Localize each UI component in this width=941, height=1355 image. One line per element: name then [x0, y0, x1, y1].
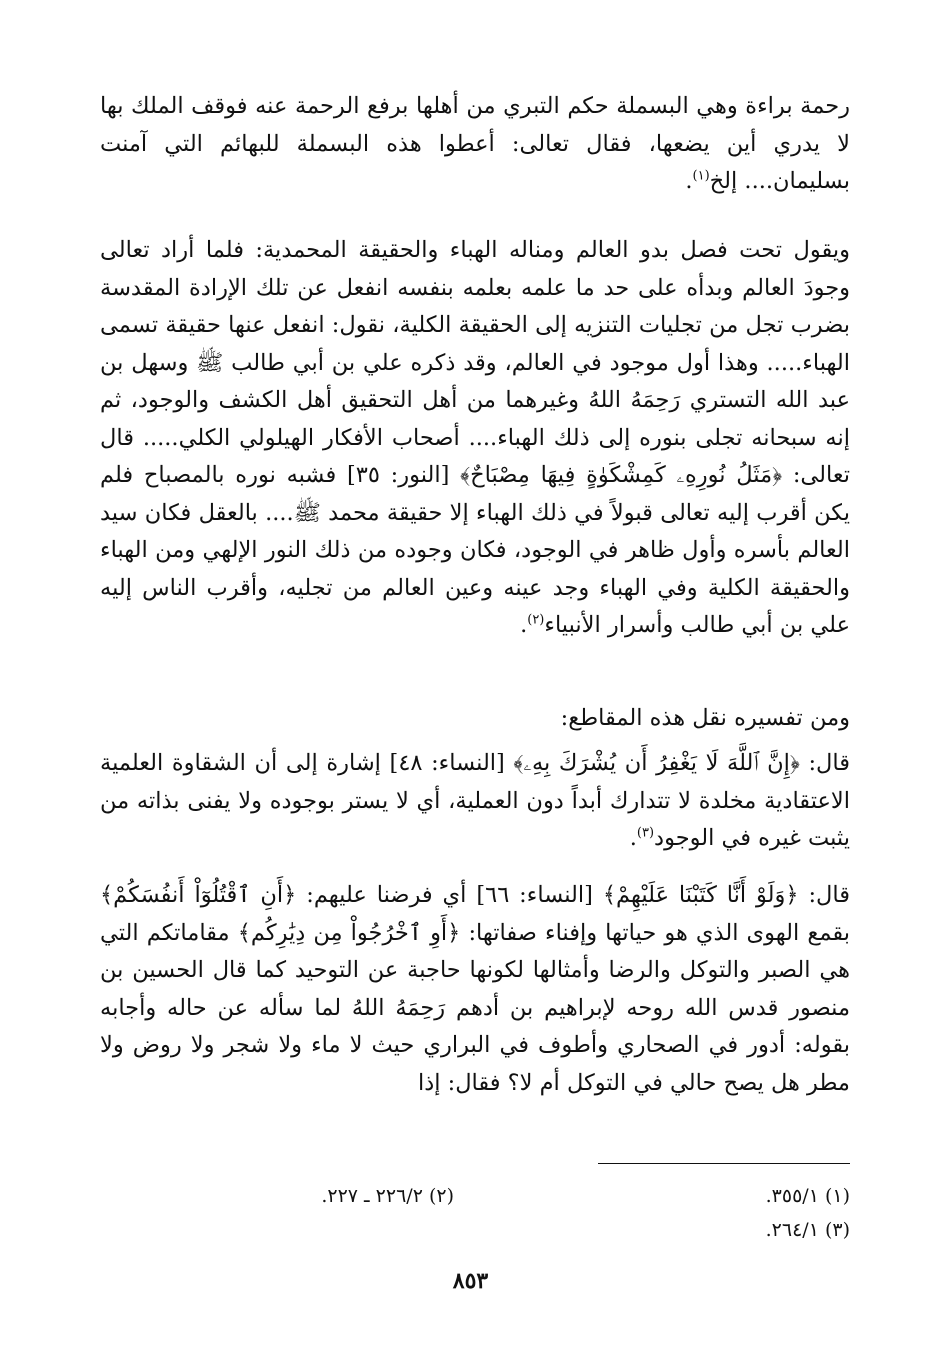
footnote-2: (٢) ٢٢٦/٢ ـ ٢٢٧.	[321, 1185, 454, 1207]
paragraph-1-text: رحمة براءة وهي البسملة حكم التبري من أهلها برفع الرحمة عنه فوقف الملك بها لا يدري أين يضعها، فقال تعالى: أعطوا هذه البسملة للبهائم التي آمنت بسليمان.... إلخ	[100, 93, 850, 194]
paragraph-2-period: .	[520, 612, 528, 638]
footnote-mark-3: (٣)	[636, 825, 655, 841]
paragraph-1-period: .	[685, 168, 693, 194]
footnote-1: (١) ٣٥٥/١.	[765, 1185, 850, 1207]
footnote-3: (٣) ٢٦٤/١.	[765, 1219, 850, 1241]
paragraph-2	[100, 232, 850, 645]
paragraph-4	[100, 745, 850, 858]
paragraph-5-text: قال: ﴿وَلَوْ أَنَّا كَتَبْنَا عَلَيْهِمْ﴾ [النساء: ٦٦] أي فرضنا عليهم: ﴿أَنِ ٱقْتُلُوٓاْ أَنفُسَكُمْ﴾ بقمع الهوى الذي هو حياتها وإفناء صفاتها: ﴿أَوِ ٱخْرُجُواْ مِن دِيَٰرِكُم﴾ مقاماتكم التي هي الصبر والتوكل والرضا وأمثالها لكونها حاجبة عن التوحيد كما قال الحسين بن منصور قدس الله روحه لإبراهيم بن أدهم رَحِمَهُ اللهُ لما سأله عن حاله وأجابه بقوله: أدور في الصحاري وأطوف في البراري حيث لا ماء ولا شجر ولا روض ولا مطر هل يصح حالي في التوكل أم لا؟ فقال: إذا	[100, 882, 850, 1096]
footnote-mark-1: (١)	[692, 168, 710, 184]
page-number: ٨٥٣	[452, 1268, 489, 1294]
paragraph-4-period: .	[629, 825, 637, 851]
footnote-mark-2: (٢)	[527, 612, 545, 628]
paragraph-5	[100, 877, 850, 1102]
paragraph-3	[100, 700, 850, 738]
footnote-separator	[598, 1163, 850, 1164]
paragraph-3-text: ومن تفسيره نقل هذه المقاطع:	[560, 705, 850, 731]
paragraph-2-text: ويقول تحت فصل بدو العالم ومناله الهباء والحقيقة المحمدية: فلما أراد تعالى وجودَ العالم وبدأه على حد ما علمه بعلمه بنفسه انفعل عن تلك الإرادة المقدسة بضرب تجل من تجليات التنزيه إلى الحقيقة الكلية، نقول: انفعل عنها حقيقة تسمى الهباء..... وهذا أول موجود في العالم، وقد ذكره علي بن أبي طالب ﷺ وسهل بن عبد الله التستري رَحِمَهُ اللهُ وغيرهما من أهل التحقيق أهل الكشف والوجود، ثم إنه سبحانه تجلى بنوره إلى ذلك الهباء.... أصحاب الأفكار الهيلولي الكلي..... قال تعالى: ﴿مَثَلُ نُورِهِۦ كَمِشْكَوٰةٍ فِيهَا مِصْبَاحٌ﴾ [النور: ٣٥] فشبه نوره بالمصباح فلم يكن أقرب إليه تعالى قبولاً في ذلك الهباء إلا حقيقة محمد ﷺ.... بالعقل فكان سيد العالم بأسره وأول ظاهر في الوجود، فكان وجوده من ذلك النور الإلهي ومن الهباء والحقيقة الكلية وفي الهباء وجد عينه وعين العالم من تجليه، وأقرب الناس إليه علي بن أبي طالب وأسرار الأنبياء	[100, 237, 850, 638]
paragraph-4-text: قال: ﴿إِنَّ ٱللَّهَ لَا يَغْفِرُ أَن يُشْرَكَ بِهِۦ﴾ [النساء: ٤٨] إشارة إلى أن الشقاوة العلمية الاعتقادية مخلدة لا تتدارك أبداً دون العملية، أي لا يستر بوجوده ولا يفنى بذاته من يثبت غيره في الوجود	[100, 750, 850, 851]
paragraph-1	[100, 88, 850, 201]
